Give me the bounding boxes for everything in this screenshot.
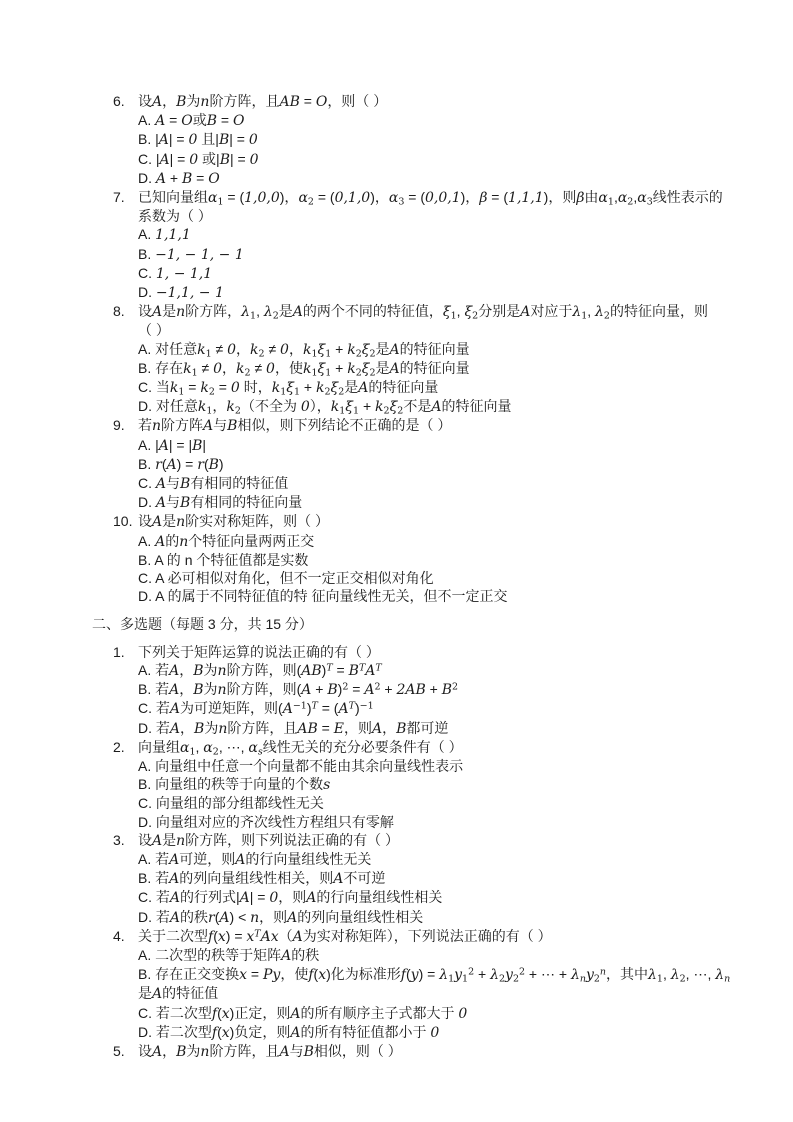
question-line: A. A = O或B = O (138, 112, 245, 130)
question-line: D. 若A，B为n阶方阵，且AB = E，则A，B都可逆 (138, 719, 449, 737)
question-line: C. 若A的行列式|A| = 0，则A的行向量组线性相关 (138, 889, 443, 907)
question-line: C. 当$k_1 = k_2 = 0$ 时，$k_1\xi_1 + k_2\xi_2$是A的特征向量 (138, 379, 439, 398)
question (113, 416, 753, 512)
multi-choice-question-list (113, 643, 753, 1061)
question-number: 5. (113, 1042, 125, 1059)
question-line: A. A的n个特征向量两两正交 (138, 532, 315, 550)
question-line: D. 若二次型f(x)负定，则A的所有特征值都小于 0 (138, 1023, 440, 1041)
question-line: C. |A| = 0 或|B| = 0 (138, 150, 259, 168)
question-line: B. |A| = 0 且|B| = 0 (138, 131, 258, 149)
question-number: 1. (113, 643, 125, 660)
question-number: 6. (113, 93, 125, 109)
question-number: 10. (113, 513, 133, 530)
question (113, 302, 753, 416)
question-line: B. A 的 n 个特征值都是实数 (138, 551, 309, 568)
question-line: D. 向量组对应的齐次线性方程组只有零解 (138, 813, 394, 830)
question (113, 92, 753, 188)
question-line: D. A 的属于不同特征值的特 征向量线性无关，但不一定正交 (138, 588, 508, 605)
question-line: B. −1, − 1, − 1 (138, 245, 244, 263)
question (113, 738, 753, 831)
question-line: D. A与B有相同的特征向量 (138, 494, 303, 512)
question-line: B. 向量组的秩等于向量的个数s (138, 776, 331, 794)
question-line: D. A + B = O (138, 169, 220, 187)
multi-choice-section-header: 二、多选题（每题 3 分，共 15 分） (92, 615, 313, 632)
question-stem-line: 关于二次型$f(x) = x^TAx(A$为实对称矩阵），下列说法正确的有（ ） (138, 927, 552, 945)
question (113, 927, 753, 1042)
question (113, 1042, 753, 1061)
question (113, 188, 753, 302)
question-stem-line: 设A，B为n阶方阵，且AB = O，则（ ） (138, 93, 388, 110)
question-body (138, 92, 753, 188)
question-line: A. 1,1,1 (138, 226, 191, 244)
question-body (138, 738, 753, 831)
question-line: B. r(A) = r(B) (138, 455, 224, 473)
question (113, 831, 753, 927)
question-body (138, 831, 753, 927)
question-number: 7. (113, 189, 125, 206)
question-line: C. 若A为可逆矩阵，则$(A^{-1})^T = (A^T)^{-1}$ (138, 700, 374, 718)
question (113, 512, 753, 605)
question-line: B. 若A的列向量组线性相关，则A不可逆 (138, 870, 386, 888)
question-line: D. 若A的秩r(A) < n，则A的列向量组线性相关 (138, 908, 424, 926)
question-line: B. 存在正交变换x = Py，使f(x)化为标准形$f(y) = \lambda_1y_1^2 + \lambda_2y_2^2$ + ⋯ + $\lambda_ny_2^n$，其中$\lambda_1$, $\lambda_2$, ⋯, $\lambda_n$ (138, 966, 731, 985)
single-choice-question-list (113, 92, 753, 605)
question-number: 4. (113, 927, 125, 944)
question-stem-line: 设A是n阶方阵，则下列说法正确的有（ ） (138, 831, 400, 849)
question-body (138, 416, 753, 512)
question-stem-line: 下列关于矩阵运算的说法正确的有（ ） (138, 643, 380, 660)
question-line: 是A的特征值 (138, 985, 219, 1003)
question-line: C. A 必可相似对角化，但不一定正交相似对角化 (138, 570, 434, 587)
question-line: B. 存在$k_1 \ne 0$，$k_2 \ne 0$，使$k_1\xi_1 + k_2\xi_2$是A的特征向量 (138, 359, 470, 379)
question-line: A. 二次型的秩等于矩阵A的秩 (138, 946, 320, 964)
question-stem-line: 若n阶方阵A与B相似，则下列结论不正确的是（ ） (138, 417, 452, 435)
question-line: C. 1, − 1,1 (138, 264, 213, 282)
question-line: （ ） (138, 322, 170, 339)
question-number: 9. (113, 417, 125, 434)
question-line: A. 向量组中任意一个向量都不能由其余向量线性表示 (138, 757, 464, 774)
question-stem-line: 设A是n阶实对称矩阵，则（ ） (138, 513, 330, 531)
question-line: D. 对任意$k_1$，$k_2$（不全为 0），$k_1\xi_1 + k_2\xi_2$不是A的特征向量 (138, 398, 512, 417)
question-body (138, 302, 753, 416)
question-stem-line: 设A是n阶方阵，$\lambda_1$, $\lambda_2$是A的两个不同的特征值，$\xi_1$, $\xi_2$分别是A对应于$\lambda_1$, $\lambda_2$的特征向量，则 (138, 303, 708, 322)
question-line: C. 向量组的部分组都线性无关 (138, 795, 324, 812)
question-line: A. 对任意$k_1 \ne 0$，$k_2 \ne 0$，$k_1\xi_1 + k_2\xi_2$是A的特征向量 (138, 340, 470, 360)
question-line: A. 若A，B为n阶方阵，则$(AB)^T = B^TA^T$ (138, 661, 382, 679)
question-line: A. |A| = |B| (138, 436, 207, 454)
question-stem-line: 向量组$\alpha_1$, $\alpha_2$, ⋯, $\alpha_s$线性无关的充分必要条件有（ ） (138, 738, 463, 758)
question-body (138, 927, 753, 1042)
question-body (138, 188, 753, 302)
page-content (92, 92, 753, 1061)
question-line: D. −1,1, − 1 (138, 284, 224, 302)
question-body (138, 512, 753, 605)
question-body (138, 1042, 753, 1061)
question-line: B. 若A，B为n阶方阵，则$(A + B)^2 = A^2 + 2AB + B^2$ (138, 681, 459, 699)
question-stem-line: 设A，B为n阶方阵，且A与B相似，则（ ） (138, 1042, 402, 1060)
question-number: 2. (113, 738, 125, 755)
question-line: A. 若A可逆，则A的行向量组线性无关 (138, 850, 372, 868)
question-number: 8. (113, 303, 125, 320)
question-line: C. A与B有相同的特征值 (138, 475, 289, 493)
question-line: C. 若二次型f(x)正定，则A的所有顺序主子式都大于 0 (138, 1004, 468, 1022)
question-body (138, 643, 753, 738)
question-line: 系数为（ ） (138, 208, 212, 225)
question-number: 3. (113, 831, 125, 848)
question (113, 643, 753, 738)
question-stem-line: 已知向量组$\alpha_1 = (1,0,0)$，$\alpha_2 = (0,1,0)$，$\alpha_3 = (0,0,1)$，β = (1,1,1)，则β由$\alpha_1,\alpha_2,\alpha_3$线性表示的 (138, 189, 723, 208)
